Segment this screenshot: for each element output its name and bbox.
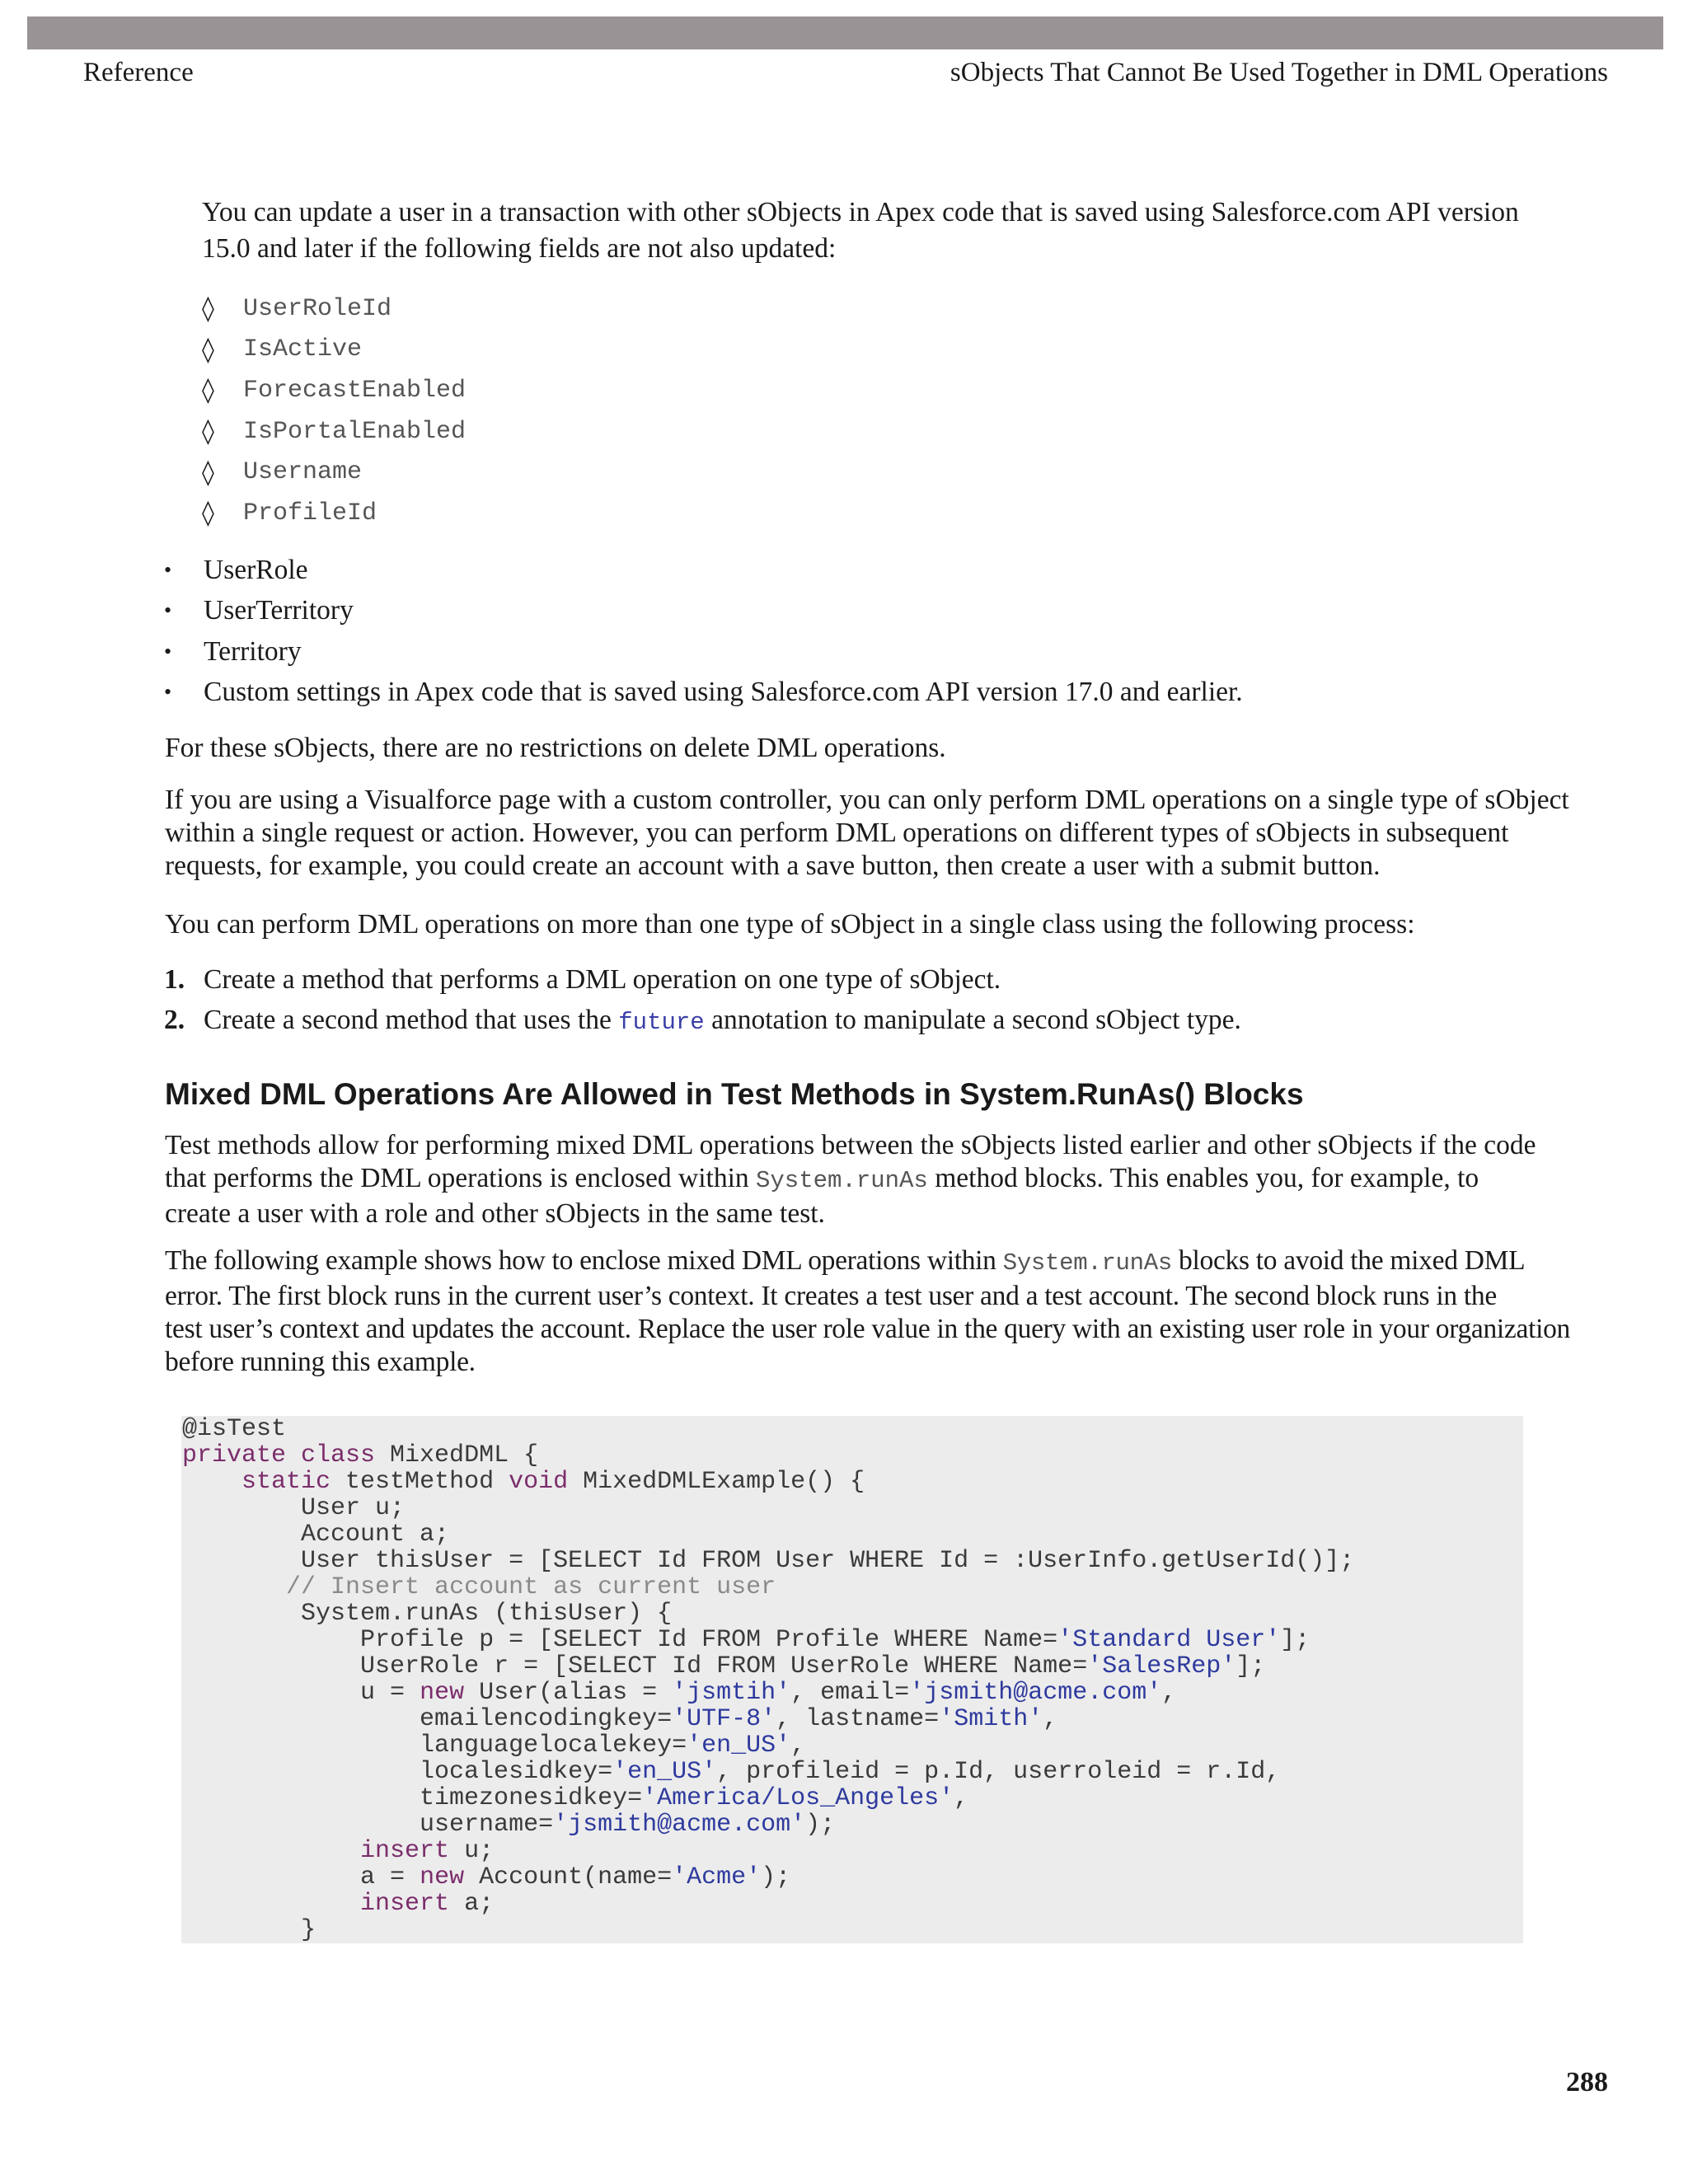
- code-line: [182, 1680, 1354, 1706]
- code-token: );: [761, 1863, 791, 1891]
- code-string: 'en_US': [612, 1758, 717, 1786]
- bullet-icon: •: [164, 598, 172, 623]
- intro-line-2: 15.0 and later if the following fields are not also updated:: [202, 233, 837, 264]
- code-token: User thisUser = [SELECT Id FROM User WHERE Id = :UserInfo.getUserId()];: [301, 1547, 1355, 1575]
- code-line: [182, 1917, 1354, 1943]
- code-keyword: insert: [360, 1890, 450, 1918]
- code-token: Profile p = [SELECT Id FROM Profile WHERE Name=: [360, 1626, 1058, 1654]
- code-line: [182, 1706, 1354, 1732]
- code-token: Account a;: [301, 1521, 450, 1549]
- text: blocks to avoid the mixed DML: [1179, 1245, 1526, 1276]
- list-item: [164, 631, 1243, 673]
- code-string: 'SalesRep': [1087, 1652, 1236, 1680]
- delete-restrictions-paragraph: For these sObjects, there are no restrictions on delete DML operations.: [165, 733, 946, 763]
- example-paragraph: [165, 1244, 1570, 1379]
- code-token: ,: [1161, 1679, 1177, 1707]
- field-name: ProfileId: [243, 499, 377, 527]
- code-token: ];: [1236, 1652, 1266, 1680]
- process-paragraph: You can perform DML operations on more than one type of sObject in a single class using the following process:: [165, 909, 1415, 940]
- bullet-text: Custom settings in Apex code that is saved using Salesforce.com API version 17.0 and earlier.: [204, 677, 1243, 708]
- code-string: 'jsmith@acme.com': [553, 1811, 806, 1839]
- process-steps: [164, 959, 1241, 1041]
- code-token: ,: [1043, 1705, 1058, 1733]
- code-line: [182, 1811, 1354, 1838]
- code-string: 'jsmith@acme.com': [909, 1679, 1162, 1707]
- code-line: [182, 1759, 1354, 1785]
- list-item: [202, 493, 466, 534]
- inline-code: System.runAs: [756, 1167, 928, 1194]
- code-token: UserRole r = [SELECT Id FROM UserRole WHERE Name=: [360, 1652, 1088, 1680]
- code-keyword: void: [509, 1468, 569, 1496]
- visualforce-line-3: requests, for example, you could create an account with a save button, then create a user with a submit button.: [165, 851, 1381, 881]
- code-token: User u;: [301, 1494, 406, 1522]
- code-keyword: new: [420, 1863, 465, 1891]
- code-token: ,: [954, 1784, 969, 1812]
- code-token: a =: [360, 1863, 420, 1891]
- code-line: [182, 1838, 1354, 1864]
- step-number: 2.: [164, 1005, 185, 1036]
- code-token: MixedDML {: [375, 1441, 539, 1469]
- code-token: User(alias =: [464, 1679, 673, 1707]
- page-number: 288: [1566, 2067, 1608, 2097]
- code-text: [182, 1416, 1354, 1943]
- list-item: [202, 288, 466, 330]
- bullet-icon: •: [164, 557, 172, 582]
- bullet-text: UserTerritory: [204, 595, 354, 626]
- step-text: [204, 1005, 1241, 1036]
- code-block: [181, 1416, 1523, 1943]
- field-name: ForecastEnabled: [243, 376, 467, 405]
- code-line: [182, 1416, 1354, 1442]
- bullet-text: UserRole: [204, 554, 308, 585]
- bullet-icon: •: [164, 680, 172, 705]
- code-token: Account(name=: [464, 1863, 673, 1891]
- list-item: [202, 452, 466, 493]
- code-string: 'UTF-8': [672, 1705, 776, 1733]
- text: method blocks. This enables you, for example, to: [935, 1163, 1479, 1193]
- code-token: localesidkey=: [420, 1758, 613, 1786]
- code-line: [182, 1732, 1354, 1759]
- code-token: MixedDMLExample() {: [568, 1468, 865, 1496]
- test-line-3: create a user with a role and other sObjects in the same test.: [165, 1198, 825, 1229]
- diamond-bullet-icon: ◊: [202, 417, 214, 447]
- code-token: @isTest: [182, 1415, 287, 1443]
- diamond-bullet-icon: ◊: [202, 457, 214, 487]
- field-name: IsActive: [243, 335, 363, 364]
- diamond-bullet-icon: ◊: [202, 499, 214, 528]
- visualforce-paragraph: [165, 784, 1569, 883]
- code-token: , email=: [790, 1679, 910, 1707]
- inline-code: System.runAs: [1002, 1249, 1172, 1277]
- code-token: username=: [420, 1811, 554, 1839]
- code-token: testMethod: [331, 1468, 509, 1496]
- code-keyword: insert: [360, 1837, 450, 1865]
- code-token: System.runAs (thisUser) {: [301, 1600, 673, 1628]
- visualforce-line-1: If you are using a Visualforce page with a custom controller, you can only perform DML operations on a single type of sObject: [165, 785, 1569, 815]
- bullet-text: Territory: [204, 635, 302, 667]
- code-token: );: [805, 1811, 836, 1839]
- code-line: [182, 1627, 1354, 1653]
- code-token: u =: [360, 1679, 420, 1707]
- test-methods-paragraph: [165, 1129, 1536, 1230]
- code-line: [182, 1891, 1354, 1917]
- code-token: , profileid = p.Id, userroleid = r.Id,: [716, 1758, 1281, 1786]
- list-item: [202, 330, 466, 371]
- diamond-bullet-icon: ◊: [202, 294, 214, 324]
- test-line-1: Test methods allow for performing mixed DML operations between the sObjects listed earlier and other sObjects if the code: [165, 1130, 1536, 1160]
- example-line-2: error. The first block runs in the current user’s context. It creates a test user and a test account. The second block runs in the: [165, 1281, 1497, 1311]
- intro-paragraph: [202, 196, 1519, 265]
- text: The following example shows how to enclose mixed DML operations within: [165, 1245, 996, 1276]
- code-token: ];: [1280, 1626, 1311, 1654]
- code-line: [182, 1495, 1354, 1521]
- code-line: [182, 1864, 1354, 1891]
- code-token: timezonesidkey=: [420, 1784, 643, 1812]
- code-line: [182, 1601, 1354, 1627]
- code-token: }: [301, 1916, 316, 1944]
- code-token: a;: [449, 1890, 495, 1918]
- code-string: 'America/Los_Angeles': [642, 1784, 954, 1812]
- list-item: [164, 1001, 1241, 1042]
- text: that performs the DML operations is enclosed within: [165, 1163, 749, 1193]
- list-item: [164, 591, 1243, 632]
- code-string: 'en_US': [687, 1732, 791, 1760]
- code-string: 'Acme': [672, 1863, 762, 1891]
- test-line-2: [165, 1162, 1536, 1197]
- code-token: , lastname=: [776, 1705, 940, 1733]
- code-token: ,: [790, 1732, 806, 1760]
- example-line-4: before running this example.: [165, 1347, 476, 1377]
- code-keyword: static: [241, 1468, 331, 1496]
- code-line: [182, 1653, 1354, 1680]
- diamond-bullet-icon: ◊: [202, 376, 214, 405]
- sobject-bullet-list: [164, 550, 1243, 713]
- step-text-after: annotation to manipulate a second sObject type.: [711, 1005, 1241, 1036]
- field-name: UserRoleId: [243, 294, 392, 323]
- code-string: 'jsmtih': [672, 1679, 791, 1707]
- code-token: emailencodingkey=: [420, 1705, 673, 1733]
- example-line-1: [165, 1244, 1570, 1280]
- step-text: Create a method that performs a DML operation on one type of sObject.: [204, 963, 1001, 995]
- inline-code: future: [618, 1009, 705, 1037]
- example-line-3: test user’s context and updates the account. Replace the user role value in the query with an existing user role in your organization: [165, 1314, 1570, 1344]
- list-item: [164, 550, 1243, 591]
- list-item: [202, 411, 466, 452]
- code-line: [182, 1442, 1354, 1469]
- list-item: [164, 959, 1241, 1001]
- list-item: [164, 673, 1243, 714]
- diamond-bullet-icon: ◊: [202, 335, 214, 364]
- code-keyword: private class: [182, 1441, 376, 1469]
- step-text-before: Create a second method that uses the: [204, 1005, 612, 1036]
- code-line: [182, 1574, 1354, 1601]
- code-line: [182, 1785, 1354, 1811]
- code-string: 'Smith': [939, 1705, 1043, 1733]
- field-name: IsPortalEnabled: [243, 417, 467, 446]
- header-section-label: Reference: [83, 58, 194, 87]
- code-string: 'Standard User': [1057, 1626, 1281, 1654]
- field-name: Username: [243, 458, 363, 487]
- code-line: [182, 1521, 1354, 1548]
- code-line: [182, 1469, 1354, 1495]
- top-bar: [27, 16, 1663, 49]
- list-item: [202, 370, 466, 411]
- code-comment: // Insert account as current user: [286, 1573, 776, 1601]
- visualforce-line-2: within a single request or action. However, you can perform DML operations on different types of sObjects in subsequent: [165, 818, 1509, 848]
- step-number: 1.: [164, 963, 185, 995]
- code-token: u;: [449, 1837, 495, 1865]
- header-page-title: sObjects That Cannot Be Used Together in DML Operations: [950, 58, 1608, 87]
- bullet-icon: •: [164, 639, 172, 663]
- code-token: languagelocalekey=: [420, 1732, 687, 1760]
- code-line: [182, 1548, 1354, 1574]
- intro-line-1: You can update a user in a transaction with other sObjects in Apex code that is saved using Salesforce.com API version: [202, 197, 1519, 227]
- section-heading: Mixed DML Operations Are Allowed in Test Methods in System.RunAs() Blocks: [165, 1077, 1304, 1111]
- code-keyword: new: [420, 1679, 465, 1707]
- field-list: [202, 288, 466, 534]
